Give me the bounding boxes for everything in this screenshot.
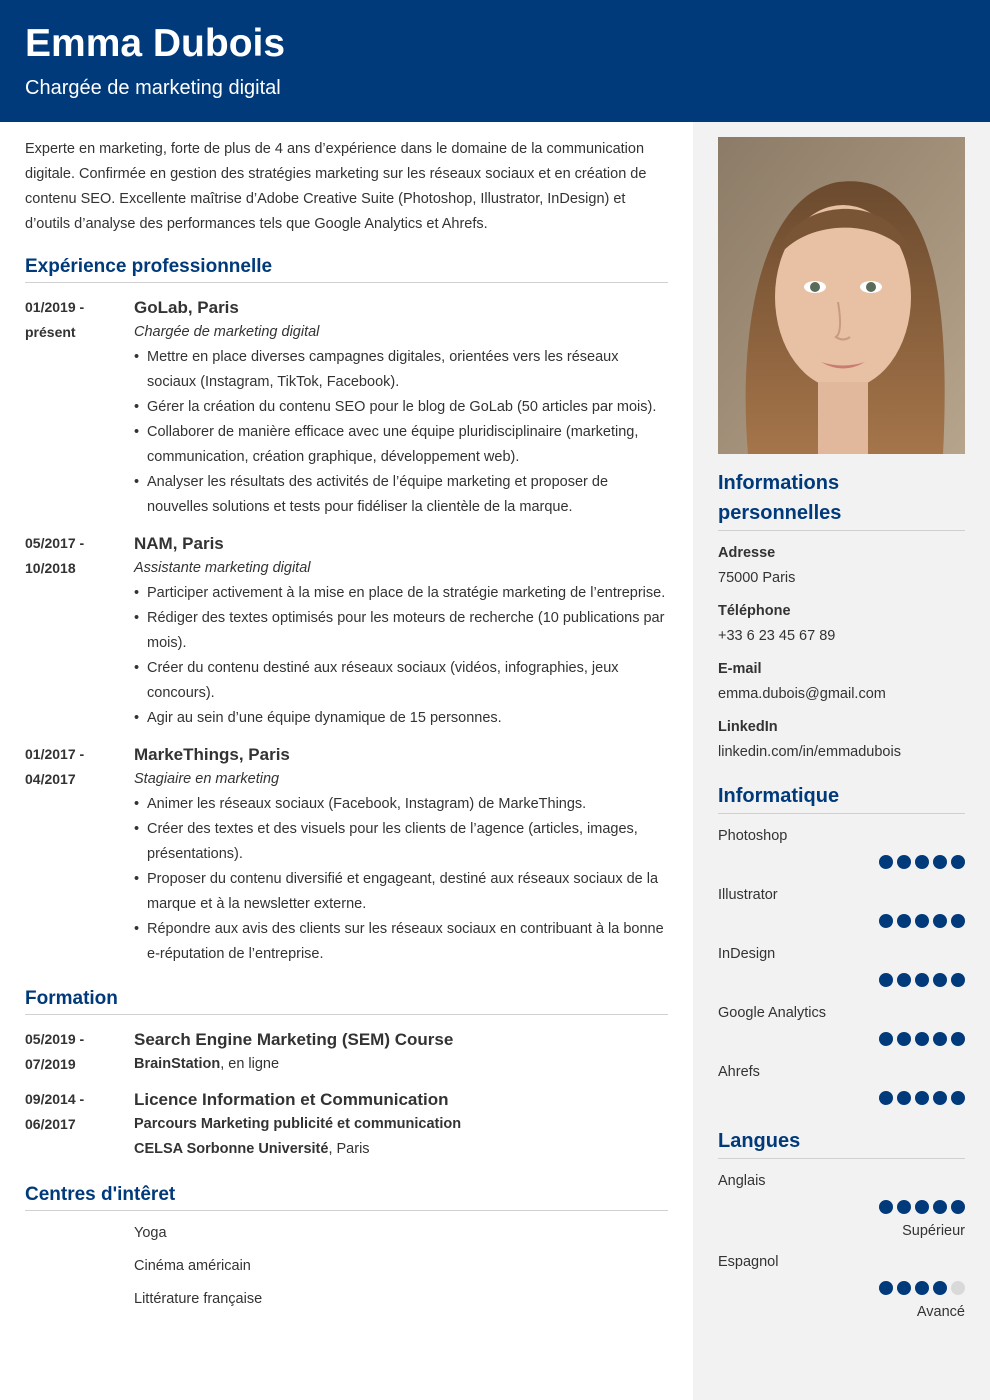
skill-item: Illustrator [718,883,965,942]
job-bullets [134,345,668,520]
job-date: 01/2019 - présent [25,299,85,340]
rating-dot-filled [951,914,965,928]
language-item: Espagnol Avancé [718,1250,965,1331]
rating-dot-filled [879,1091,893,1105]
experience-title: Expérience professionnelle [25,256,668,283]
job-company: GoLab, Paris [134,298,239,317]
rating-dot-filled [933,1200,947,1214]
info-label: Adresse [718,545,776,561]
header [0,0,990,122]
bullet-item: • Mettre en place diverses campagnes digitales, orientées vers les réseaux sociaux (Instagram, TikTok, Facebook). [134,345,668,395]
email-value: emma.dubois@gmail.com [718,686,886,702]
job-bullets [134,581,668,731]
rating-dot-filled [951,1091,965,1105]
rating-dot-filled [915,855,929,869]
rating-dot-filled [897,1032,911,1046]
skill-rating [879,914,965,928]
bullet-item: • Collaborer de manière efficace avec une équipe pluridisciplinaire (marketing, communication, création graphique, développement web). [134,420,668,470]
bullet-item: • Répondre aux avis des clients sur les réseaux sociaux en contribuant à la bonne e-réputation de l’entreprise. [134,917,668,967]
experience-item [25,531,668,731]
rating-dot-filled [951,973,965,987]
bullet-item: • Animer les réseaux sociaux (Facebook, Instagram) de MarkeThings. [134,792,668,817]
rating-dot-filled [933,1032,947,1046]
candidate-name: Emma Dubois [25,22,286,65]
language-item: Anglais Supérieur [718,1169,965,1250]
interest-item: Cinéma américain [134,1258,251,1274]
rating-dot-filled [915,973,929,987]
rating-dot-filled [933,855,947,869]
info-label: E-mail [718,661,762,677]
language-rating [879,1281,965,1295]
personal-info-title: Informations personnelles [718,468,965,531]
portrait-image [718,137,965,454]
rating-dot-filled [933,1281,947,1295]
skill-rating [879,1032,965,1046]
job-role: Assistante marketing digital [134,560,311,576]
job-bullets [134,792,668,967]
rating-dot-filled [933,914,947,928]
interest-item: Yoga [134,1225,167,1241]
rating-dot-filled [915,1091,929,1105]
rating-dot-filled [951,1032,965,1046]
job-date: 05/2017 - 10/2018 [25,535,85,576]
info-label: Téléphone [718,603,791,619]
languages [718,1126,965,1331]
bullet-item: • Analyser les résultats des activités de l’équipe marketing et proposer de nouvelles solutions et tests pour fidéliser la clientèle de la marque. [134,470,668,520]
bullet-item: • Participer activement à la mise en place de la stratégie marketing de l’entreprise. [134,581,668,606]
bullet-item: • Créer des textes et des visuels pour les clients de l’agence (articles, images, présentations). [134,817,668,867]
rating-dot-filled [897,1281,911,1295]
profile-summary: Experte en marketing, forte de plus de 4 ans d’expérience dans le domaine de la communication digitale. Confirmée en gestion des stratégies marketing sur les réseaux sociaux et en création de contenu SEO. Excellente maîtrise d’Adobe Creative Suite (Photoshop, Illustrator, InDesign) et d’outils d’analyse des performances tels que Google Analytics et Ahrefs. [25,141,647,232]
rating-dot-filled [897,855,911,869]
experience-item [25,295,668,520]
rating-dot-filled [951,1200,965,1214]
skill-rating [879,855,965,869]
rating-dot-filled [933,973,947,987]
interest-item: Littérature française [134,1291,263,1307]
rating-dot-filled [897,1091,911,1105]
bullet-item: • Proposer du contenu diversifié et engageant, destiné aux réseaux sociaux de la marque et à la newsletter externe. [134,867,668,917]
skill-rating [879,1091,965,1105]
languages-title: Langues [718,1126,965,1159]
skill-item: Ahrefs [718,1060,965,1119]
phone-value: +33 6 23 45 67 89 [718,628,836,644]
info-label: LinkedIn [718,719,778,735]
education-date: 09/2014 - 06/2017 [25,1091,85,1132]
job-role: Stagiaire en marketing [134,771,280,787]
education-degree: Search Engine Marketing (SEM) Course [134,1030,454,1049]
personal-info [718,468,965,773]
language-level: Supérieur [902,1223,965,1239]
skill-rating [879,973,965,987]
skill-item: Photoshop [718,824,965,883]
interests-list [25,1217,668,1316]
skill-item: Google Analytics [718,1001,965,1060]
bullet-item: • Agir au sein d’une équipe dynamique de 15 personnes. [134,706,668,731]
education-title: Formation [25,988,668,1015]
linkedin-value: linkedin.com/in/emmadubois [718,744,901,760]
rating-dot-filled [951,855,965,869]
rating-dot-filled [879,1032,893,1046]
education-program: Parcours Marketing publicité et communication [134,1116,462,1132]
interests-title: Centres d'intêret [25,1184,668,1211]
job-date: 01/2017 - 04/2017 [25,746,85,787]
it-skills-title: Informatique [718,781,965,814]
rating-dot-filled [897,914,911,928]
rating-dot-filled [879,855,893,869]
rating-dot-filled [879,1281,893,1295]
bullet-item: • Rédiger des textes optimisés pour les moteurs de recherche (10 publications par mois). [134,606,668,656]
address-value: 75000 Paris [718,570,796,586]
education-school: CELSA Sorbonne Université, Paris [134,1141,370,1157]
skill-item: InDesign [718,942,965,1001]
rating-dot-filled [933,1091,947,1105]
rating-dot-filled [915,914,929,928]
language-rating [879,1200,965,1214]
education-item [25,1087,668,1162]
job-company: MarkeThings, Paris [134,745,290,764]
main-column [25,137,668,1316]
education-date: 05/2019 - 07/2019 [25,1031,85,1072]
experience-item [25,742,668,967]
job-company: NAM, Paris [134,534,224,553]
rating-dot-filled [915,1200,929,1214]
education-degree: Licence Information et Communication [134,1090,449,1109]
rating-dot-filled [879,914,893,928]
it-skills [718,781,965,1119]
education-school: BrainStation, en ligne [134,1056,280,1072]
education-item [25,1027,668,1077]
rating-dot-filled [879,1200,893,1214]
rating-dot-empty [951,1281,965,1295]
rating-dot-filled [879,973,893,987]
bullet-item: • Créer du contenu destiné aux réseaux sociaux (vidéos, infographies, jeux concours). [134,656,668,706]
bullet-item: • Gérer la création du contenu SEO pour le blog de GoLab (50 articles par mois). [134,395,668,420]
language-level: Avancé [916,1304,965,1320]
rating-dot-filled [897,973,911,987]
rating-dot-filled [897,1200,911,1214]
job-role: Chargée de marketing digital [134,324,320,340]
job-title: Chargée de marketing digital [25,77,281,99]
rating-dot-filled [915,1032,929,1046]
profile-photo [718,137,965,454]
rating-dot-filled [915,1281,929,1295]
